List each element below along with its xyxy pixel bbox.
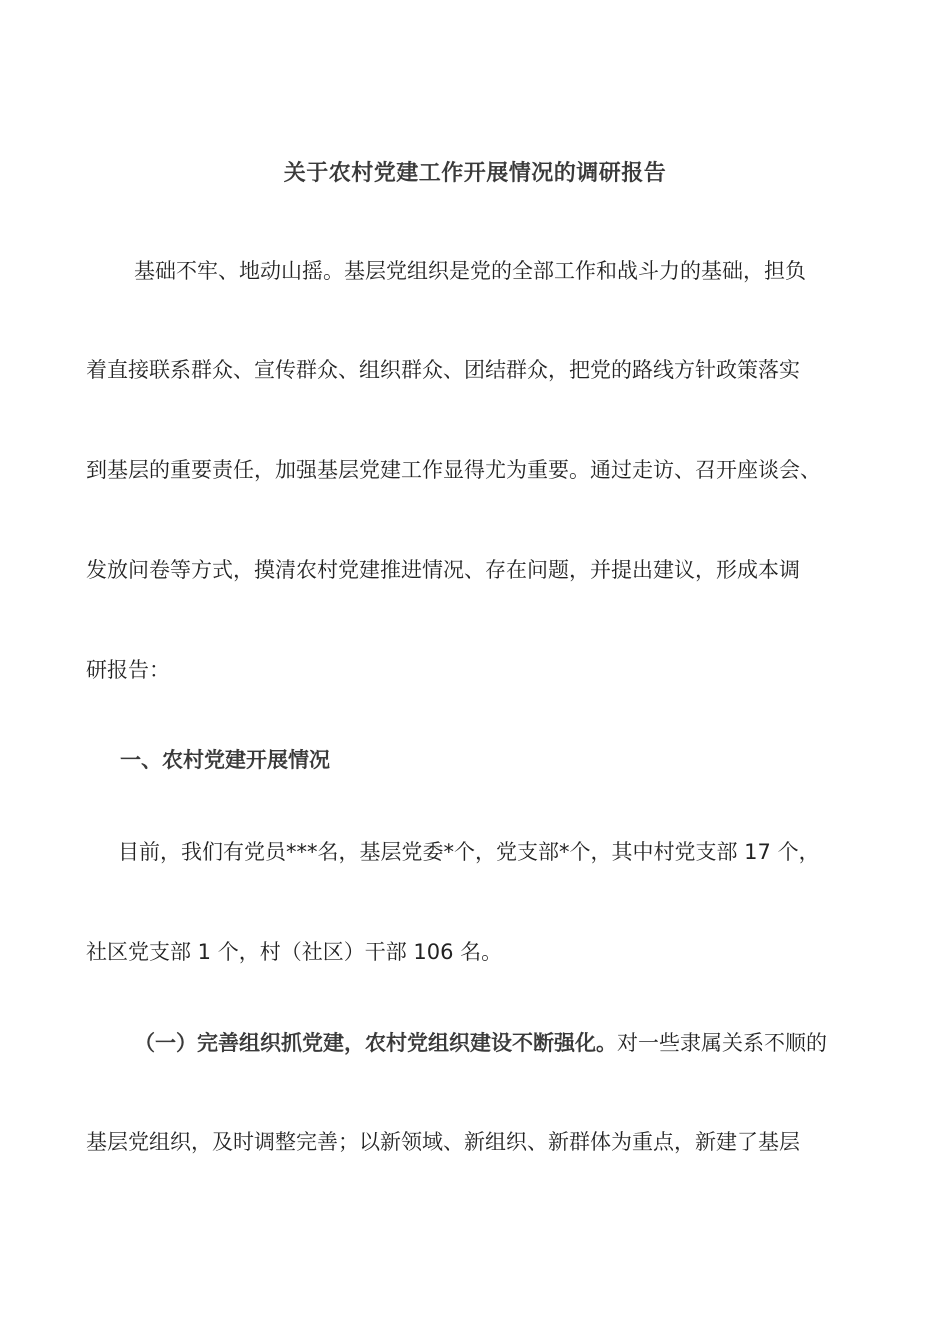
section1-line-1: 目前，我们有党员***名，基层党委*个，党支部*个，其中村党支部 17 个，	[118, 840, 820, 864]
intro-line-1: 基础不牢、地动山摇。基层党组织是党的全部工作和战斗力的基础，担负	[134, 259, 806, 283]
document-title: 关于农村党建工作开展情况的调研报告	[283, 161, 667, 186]
section1-line-2: 社区党支部 1 个，村（社区）干部 106 名。	[86, 940, 503, 964]
sub1-line-2: 基层党组织，及时调整完善；以新领域、新组织、新群体为重点，新建了基层	[86, 1130, 800, 1154]
intro-line-5: 研报告：	[86, 658, 170, 682]
section1-heading: 一、农村党建开展情况	[120, 748, 330, 772]
intro-line-3: 到基层的重要责任，加强基层党建工作显得尤为重要。通过走访、召开座谈会、	[86, 458, 821, 482]
intro-line-4: 发放问卷等方式，摸清农村党建推进情况、存在问题，并提出建议，形成本调	[86, 558, 800, 582]
sub1-first-line-rest: 对一些隶属关系不顺的	[617, 1031, 827, 1055]
sub1-heading: （一）完善组织抓党建，农村党组织建设不断强化。	[134, 1031, 617, 1055]
intro-line-2: 着直接联系群众、宣传群众、组织群众、团结群众，把党的路线方针政策落实	[86, 358, 800, 382]
sub1-first-line	[134, 1028, 827, 1058]
